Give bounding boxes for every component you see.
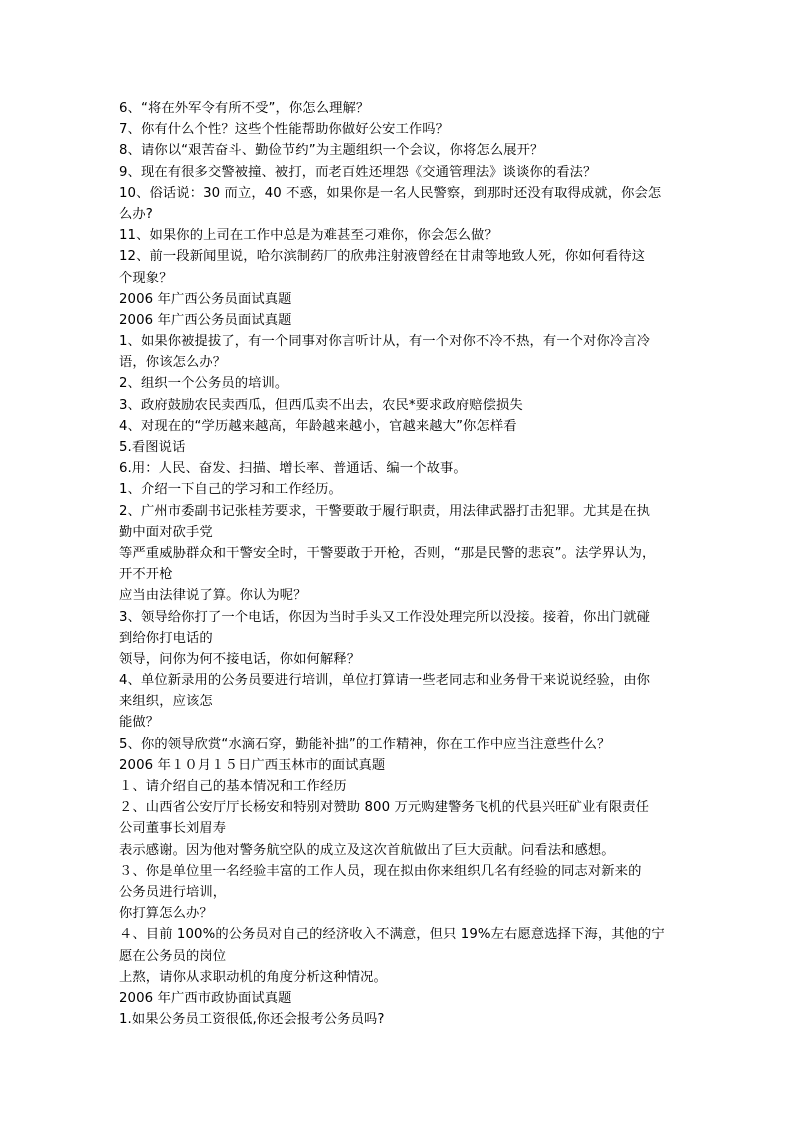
question-line: ３、你是单位里一名经验丰富的工作人员，现在拟由你来组织几名有经验的同志对新来的 bbox=[119, 863, 642, 879]
question-line-continued: 等严重威胁群众和干警安全时，干警要敢于开枪，否则，“那是民警的悲哀”。法学界认为， bbox=[119, 545, 656, 561]
question-line-continued: 来组织，应该怎 bbox=[119, 694, 213, 710]
question-line: 11、如果你的上司在工作中总是为难甚至刁难你，你会怎么做？ bbox=[119, 228, 498, 244]
document-body bbox=[119, 98, 679, 1030]
question-line: 12、前一段新闻里说，哈尔滨制药厂的欣弗注射液曾经在甘肃等地致人死，你如何看待这 bbox=[119, 249, 646, 265]
question-line: 1、如果你被提拔了，有一个同事对你言听计从，有一个对你不冷不热，有一个对你冷言冷 bbox=[119, 334, 651, 350]
question-line-continued: 到给你打电话的 bbox=[119, 630, 213, 646]
question-line: 10、俗话说：30 而立，40 不惑，如果你是一名人民警察，到那时还没有取得成就，你会怎 bbox=[119, 185, 662, 201]
question-line-continued: 你打算怎么办？ bbox=[119, 906, 213, 922]
question-line-continued: 语，你该怎么办？ bbox=[119, 355, 227, 371]
question-line: 8、请你以“艰苦奋斗、勤俭节约”为主题组织一个会议，你将怎么展开？ bbox=[119, 143, 544, 159]
question-line: 1.如果公务员工资很低,你还会报考公务员吗? bbox=[119, 1012, 385, 1028]
section-heading: 2006 年广西公务员面试真题 bbox=[119, 291, 292, 307]
question-line: 3、政府鼓励农民卖西瓜，但西瓜卖不出去，农民*要求政府赔偿损失 bbox=[119, 397, 523, 413]
question-line-continued: 愿在公务员的岗位 bbox=[119, 948, 227, 964]
question-line-continued: 表示感谢。因为他对警务航空队的成立及这次首航做出了巨大贡献。问看法和感想。 bbox=[119, 842, 615, 858]
question-line: 4、单位新录用的公务员要进行培训，单位打算请一些老同志和业务骨干来说说经验，由你 bbox=[119, 673, 651, 689]
question-line: 2、组织一个公务员的培训。 bbox=[119, 376, 289, 392]
question-line: 5.看图说话 bbox=[119, 440, 186, 455]
question-line: ２、山西省公安厅厅长杨安和特别对赞助 800 万元购建警务飞机的代县兴旺矿业有限责任 bbox=[119, 800, 650, 816]
section-heading: 2006 年广西市政协面试真题 bbox=[119, 990, 292, 1006]
question-line: 6、“将在外军令有所不受”，你怎么理解？ bbox=[119, 101, 370, 116]
question-line-continued: 公司董事长刘眉寿 bbox=[119, 821, 227, 837]
question-line-continued: 勤中面对砍手党 bbox=[119, 524, 213, 540]
question-line: 1、介绍一下自己的学习和工作经历。 bbox=[119, 482, 342, 498]
question-line-continued: 能做？ bbox=[119, 715, 160, 731]
question-line-continued: 么办? bbox=[119, 206, 153, 222]
question-line-continued: 公务员进行培训， bbox=[119, 884, 227, 900]
question-line-continued: 个现象？ bbox=[119, 270, 173, 286]
question-line: １、请介绍自己的基本情况和工作经历 bbox=[119, 779, 347, 794]
section-heading: 2006 年广西公务员面试真题 bbox=[119, 312, 292, 328]
question-line: 2、广州市委副书记张桂芳要求，干警要敢于履行职责，用法律武器打击犯罪。尤其是在执 bbox=[119, 503, 651, 519]
question-line: 4、对现在的“学历越来越高，年龄越来越小，官越来越大”你怎样看 bbox=[119, 418, 517, 434]
question-line-continued: 上熬，请你从求职动机的角度分析这种情况。 bbox=[119, 969, 387, 985]
question-line: 6.用：人民、奋发、扫描、增长率、普通话、编一个故事。 bbox=[119, 461, 467, 477]
question-line: ４、目前 100%的公务员对自己的经济收入不满意，但只 19%左右愿意选择下海，其他的宁 bbox=[119, 927, 665, 943]
question-line-continued: 领导，问你为何不接电话，你如何解释？ bbox=[119, 651, 361, 667]
question-line: 7、你有什么个性？这些个性能帮助你做好公安工作吗？ bbox=[119, 122, 450, 138]
question-line: 9、现在有很多交警被撞、被打，而老百姓还埋怨《交通管理法》谈谈你的看法？ bbox=[119, 164, 597, 180]
section-heading: 2006 年１０月１５日广西玉林市的面试真题 bbox=[119, 757, 386, 773]
question-line-continued: 应当由法律说了算。你认为呢？ bbox=[119, 588, 307, 604]
question-line-continued: 开不开枪 bbox=[119, 567, 173, 583]
question-line: 3、领导给你打了一个电话，你因为当时手头又工作没处理完所以没接。接着，你出门就碰 bbox=[119, 609, 651, 625]
question-line: 5、你的领导欣赏“水滴石穿，勤能补拙”的工作精神，你在工作中应当注意些什么？ bbox=[119, 736, 611, 752]
